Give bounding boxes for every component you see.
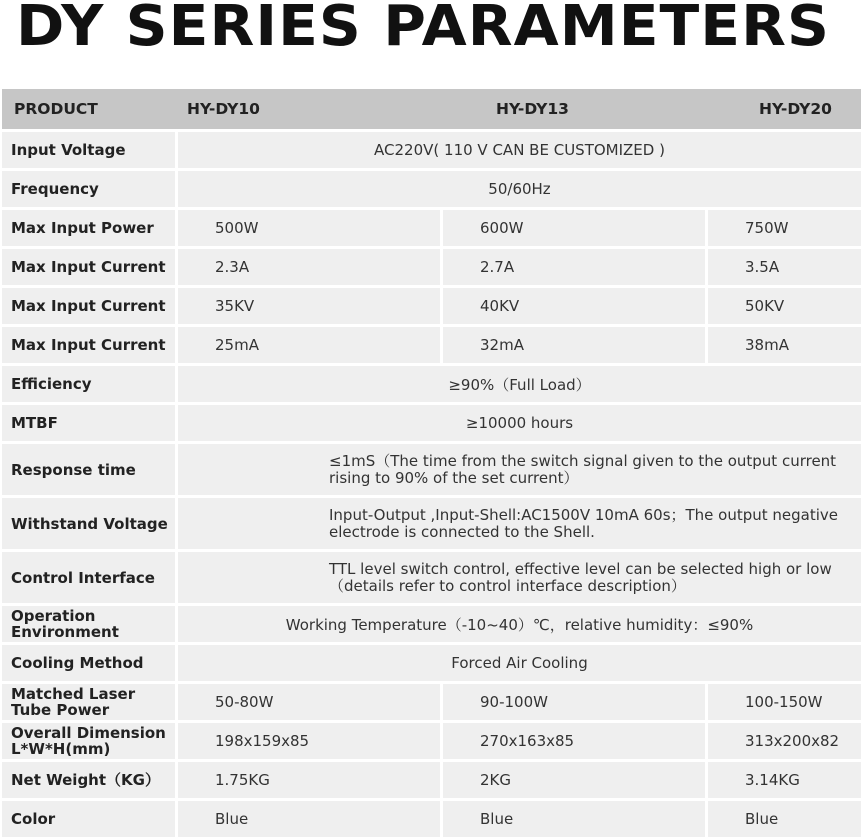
row-label: Max Input Current: [2, 249, 175, 285]
row-value: Forced Air Cooling: [178, 645, 861, 681]
row-label: Input Voltage: [2, 132, 175, 168]
row-label: Frequency: [2, 171, 175, 207]
row-value: Working Temperature（-10~40）℃，relative humidity：≤90%: [178, 606, 861, 642]
header-hy-dy20: HY-DY20: [759, 100, 832, 118]
cell-hy-dy10: 50-80W: [178, 684, 440, 720]
cell-hy-dy20: 38mA: [708, 327, 861, 363]
cell-hy-dy20: 3.5A: [708, 249, 861, 285]
table-row: [2, 366, 861, 402]
row-value: ≥90%（Full Load）: [178, 366, 861, 402]
cell-hy-dy13: 90-100W: [443, 684, 705, 720]
cell-hy-dy10: 35KV: [178, 288, 440, 324]
table-row: [2, 288, 861, 324]
table-row: [2, 405, 861, 441]
row-label: Matched Laser Tube Power: [2, 684, 175, 720]
row-label: Withstand Voltage: [2, 498, 175, 549]
table-row: [2, 249, 861, 285]
table-row: [2, 552, 861, 603]
row-label: Overall Dimension L*W*H(mm): [2, 723, 175, 759]
cell-hy-dy20: 3.14KG: [708, 762, 861, 798]
row-label: Control Interface: [2, 552, 175, 603]
row-label: Cooling Method: [2, 645, 175, 681]
cell-hy-dy13: 2.7A: [443, 249, 705, 285]
row-value: ≤1mS（The time from the switch signal given to the output current rising to 90% of the set current）: [178, 444, 861, 495]
row-label: Max Input Current: [2, 327, 175, 363]
table-row: [2, 606, 861, 642]
cell-hy-dy20: Blue: [708, 801, 861, 837]
row-label: Operation Environment: [2, 606, 175, 642]
header-hy-dy10: HY-DY10: [187, 100, 260, 118]
cell-hy-dy10: 2.3A: [178, 249, 440, 285]
table-row: [2, 762, 861, 798]
cell-hy-dy13: 270x163x85: [443, 723, 705, 759]
header-product: PRODUCT: [14, 100, 98, 118]
row-label: Max Input Power: [2, 210, 175, 246]
row-label: Efficiency: [2, 366, 175, 402]
table-row: [2, 498, 861, 549]
cell-hy-dy10: 1.75KG: [178, 762, 440, 798]
cell-hy-dy10: 500W: [178, 210, 440, 246]
row-value: ≥10000 hours: [178, 405, 861, 441]
cell-hy-dy20: 50KV: [708, 288, 861, 324]
table-row: [2, 171, 861, 207]
row-label: Response time: [2, 444, 175, 495]
cell-hy-dy13: Blue: [443, 801, 705, 837]
cell-hy-dy13: 2KG: [443, 762, 705, 798]
table-row: [2, 723, 861, 759]
header-hy-dy13: HY-DY13: [496, 100, 569, 118]
parameters-table: [2, 89, 861, 837]
table-row: [2, 684, 861, 720]
row-label: Net Weight（KG）: [2, 762, 175, 798]
row-value: AC220V( 110 V CAN BE CUSTOMIZED ): [178, 132, 861, 168]
page-title: DY SERIES PARAMETERS: [16, 0, 830, 59]
table-row: [2, 801, 861, 837]
table-row: [2, 210, 861, 246]
row-label: MTBF: [2, 405, 175, 441]
cell-hy-dy13: 40KV: [443, 288, 705, 324]
table-row: [2, 444, 861, 495]
table-row: [2, 132, 861, 168]
cell-hy-dy10: 25mA: [178, 327, 440, 363]
row-label: Max Input Current: [2, 288, 175, 324]
row-value: Input-Output ,Input-Shell:AC1500V 10mA 60s；The output negative electrode is connected to the Shell.: [178, 498, 861, 549]
table-row: [2, 327, 861, 363]
cell-hy-dy20: 100-150W: [708, 684, 861, 720]
row-label: Color: [2, 801, 175, 837]
cell-hy-dy10: 198x159x85: [178, 723, 440, 759]
cell-hy-dy13: 600W: [443, 210, 705, 246]
cell-hy-dy20: 750W: [708, 210, 861, 246]
table-header-row: [2, 89, 861, 129]
table-row: [2, 645, 861, 681]
cell-hy-dy10: Blue: [178, 801, 440, 837]
row-value: 50/60Hz: [178, 171, 861, 207]
row-value: TTL level switch control, effective level can be selected high or low（details refer to control interface description）: [178, 552, 861, 603]
cell-hy-dy20: 313x200x82: [708, 723, 861, 759]
cell-hy-dy13: 32mA: [443, 327, 705, 363]
